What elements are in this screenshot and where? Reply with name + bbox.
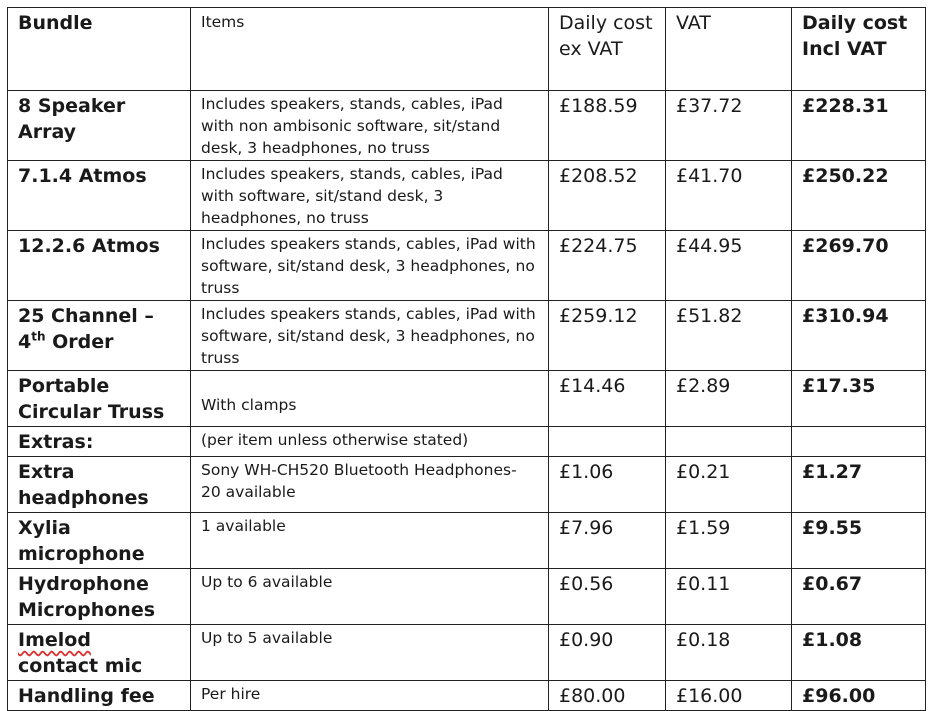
- empty-cell: [792, 427, 926, 457]
- price-vat: £16.00: [666, 681, 792, 711]
- bundle-name: Xylia microphone: [8, 513, 191, 569]
- price-incl-vat: £250.22: [792, 161, 926, 231]
- price-incl-vat: £228.31: [792, 91, 926, 161]
- price-incl-vat: £310.94: [792, 301, 926, 371]
- header-daily-incl-vat: Daily cost Incl VAT: [792, 8, 926, 91]
- price-incl-vat: £1.27: [792, 457, 926, 513]
- price-vat: £1.59: [666, 513, 792, 569]
- bundle-name: Hydrophone Microphones: [8, 569, 191, 625]
- spellcheck-word: Imelod: [18, 629, 91, 651]
- price-vat: £0.21: [666, 457, 792, 513]
- bundle-items: 1 available: [191, 513, 549, 569]
- price-ex-vat: £224.75: [549, 231, 666, 301]
- price-ex-vat: £80.00: [549, 681, 666, 711]
- price-vat: £2.89: [666, 371, 792, 427]
- table-row: [8, 231, 926, 301]
- bundle-name: Extra headphones: [8, 457, 191, 513]
- bundle-items: Includes speakers stands, cables, iPad with software, sit/stand desk, 3 headphones, no truss: [191, 231, 549, 301]
- table-row: [8, 513, 926, 569]
- price-ex-vat: £259.12: [549, 301, 666, 371]
- header-row: [8, 8, 926, 91]
- bundle-items: Per hire: [191, 681, 549, 711]
- bundle-name: [8, 301, 191, 371]
- bundle-name: 8 Speaker Array: [8, 91, 191, 161]
- header-bundle: Bundle: [8, 8, 191, 91]
- table-row: [8, 161, 926, 231]
- price-vat: £51.82: [666, 301, 792, 371]
- bundle-items: With clamps: [191, 371, 549, 427]
- price-ex-vat: £7.96: [549, 513, 666, 569]
- header-daily-ex-vat: Daily cost ex VAT: [549, 8, 666, 91]
- price-vat: £37.72: [666, 91, 792, 161]
- price-ex-vat: £14.46: [549, 371, 666, 427]
- section-row-extras: [8, 427, 926, 457]
- bundle-order-number: 4: [18, 331, 32, 353]
- table-row: [8, 301, 926, 371]
- bundle-name-line1: 25 Channel –: [18, 305, 154, 327]
- bundle-items: Includes speakers, stands, cables, iPad with non ambisonic software, sit/stand desk, 3 headphones, no truss: [191, 91, 549, 161]
- price-ex-vat: £208.52: [549, 161, 666, 231]
- price-incl-vat: £0.67: [792, 569, 926, 625]
- table-row: [8, 569, 926, 625]
- price-vat: £0.18: [666, 625, 792, 681]
- bundle-items: Up to 5 available: [191, 625, 549, 681]
- empty-cell: [549, 427, 666, 457]
- table-row: [8, 371, 926, 427]
- price-ex-vat: £0.90: [549, 625, 666, 681]
- bundle-items: Sony WH-CH520 Bluetooth Headphones- 20 available: [191, 457, 549, 513]
- bundle-name: Portable Circular Truss: [8, 371, 191, 427]
- table-row: [8, 625, 926, 681]
- price-incl-vat: £17.35: [792, 371, 926, 427]
- price-incl-vat: £1.08: [792, 625, 926, 681]
- bundle-items: Includes speakers, stands, cables, iPad with software, sit/stand desk, 3 headphones, no truss: [191, 161, 549, 231]
- section-note: (per item unless otherwise stated): [191, 427, 549, 457]
- price-ex-vat: £188.59: [549, 91, 666, 161]
- price-vat: £41.70: [666, 161, 792, 231]
- bundle-order-suffix: th: [31, 329, 46, 344]
- bundle-items: Up to 6 available: [191, 569, 549, 625]
- bundle-name: [8, 625, 191, 681]
- bundle-items: Includes speakers stands, cables, iPad with software, sit/stand desk, 3 headphones, no truss: [191, 301, 549, 371]
- empty-cell: [666, 427, 792, 457]
- table-row: [8, 681, 926, 711]
- price-incl-vat: £9.55: [792, 513, 926, 569]
- header-items: Items: [191, 8, 549, 91]
- table-row: [8, 457, 926, 513]
- table-row: [8, 91, 926, 161]
- section-label: Extras:: [8, 427, 191, 457]
- bundle-name-line2: contact mic: [18, 655, 143, 677]
- bundle-name-line2: Order: [45, 331, 114, 353]
- price-incl-vat: £269.70: [792, 231, 926, 301]
- bundle-name: 7.1.4 Atmos: [8, 161, 191, 231]
- bundle-name: 12.2.6 Atmos: [8, 231, 191, 301]
- pricing-table: [7, 7, 926, 711]
- header-vat: VAT: [666, 8, 792, 91]
- price-ex-vat: £1.06: [549, 457, 666, 513]
- bundle-name: Handling fee: [8, 681, 191, 711]
- price-vat: £44.95: [666, 231, 792, 301]
- price-incl-vat: £96.00: [792, 681, 926, 711]
- price-vat: £0.11: [666, 569, 792, 625]
- price-ex-vat: £0.56: [549, 569, 666, 625]
